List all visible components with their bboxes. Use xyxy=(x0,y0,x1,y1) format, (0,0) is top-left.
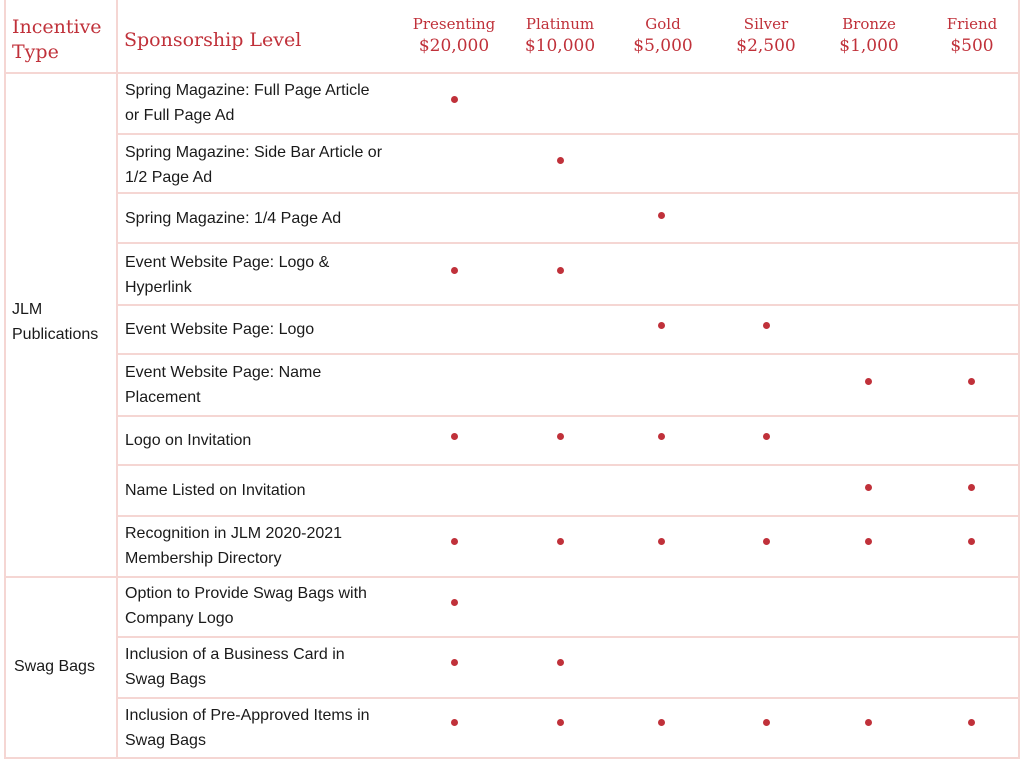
row-label: Spring Magazine: Side Bar Article or 1/2 Page Ad xyxy=(125,144,383,186)
header-incentive-type: Incentive Type xyxy=(12,16,102,63)
row-divider xyxy=(4,757,1020,759)
group-label-jlm-publications: JLM Publications xyxy=(12,301,99,343)
row-label: Option to Provide Swag Bags with Company Logo xyxy=(125,585,367,627)
level-amount: $20,000 xyxy=(418,36,490,56)
row-label: Inclusion of Pre-Approved Items in Swag Bags xyxy=(125,707,370,749)
included-dot-presenting xyxy=(451,267,458,274)
header-level-presenting xyxy=(402,14,506,58)
included-dot-presenting xyxy=(451,659,458,666)
included-dot-presenting xyxy=(451,719,458,726)
level-amount: $5,000 xyxy=(633,36,693,56)
row-divider xyxy=(116,415,1020,417)
row-divider xyxy=(4,576,1020,578)
row-divider xyxy=(116,636,1020,638)
header-level-friend xyxy=(920,14,1024,58)
column-divider xyxy=(116,0,118,759)
included-dot-presenting xyxy=(451,96,458,103)
level-name: Platinum xyxy=(525,15,595,33)
included-dot-silver xyxy=(763,719,770,726)
column-divider xyxy=(4,0,6,759)
row-label: Event Website Page: Logo xyxy=(125,321,315,338)
included-dot-friend xyxy=(968,538,975,545)
included-dot-platinum xyxy=(557,267,564,274)
included-dot-presenting xyxy=(451,433,458,440)
included-dot-friend xyxy=(968,484,975,491)
row-label: Spring Magazine: Full Page Article or Full Page Ad xyxy=(125,82,370,124)
included-dot-platinum xyxy=(557,157,564,164)
included-dot-friend xyxy=(968,719,975,726)
row-divider xyxy=(116,304,1020,306)
included-dot-friend xyxy=(968,378,975,385)
row-label: Inclusion of a Business Card in Swag Bags xyxy=(125,646,345,688)
included-dot-bronze xyxy=(865,484,872,491)
included-dot-bronze xyxy=(865,378,872,385)
group-label-swag-bags: Swag Bags xyxy=(14,658,95,675)
level-name: Bronze xyxy=(842,15,896,33)
included-dot-silver xyxy=(763,433,770,440)
included-dot-platinum xyxy=(557,433,564,440)
included-dot-platinum xyxy=(557,659,564,666)
level-name: Presenting xyxy=(412,15,496,33)
row-divider xyxy=(116,697,1020,699)
level-name: Friend xyxy=(946,15,998,33)
level-amount: $2,500 xyxy=(736,36,796,56)
row-divider xyxy=(4,72,1020,74)
row-divider xyxy=(116,133,1020,135)
row-label: Spring Magazine: 1/4 Page Ad xyxy=(125,210,342,227)
header-level-platinum xyxy=(508,14,612,58)
included-dot-gold xyxy=(658,322,665,329)
row-label: Logo on Invitation xyxy=(125,432,252,449)
row-label: Name Listed on Invitation xyxy=(125,482,306,499)
included-dot-platinum xyxy=(557,719,564,726)
included-dot-gold xyxy=(658,212,665,219)
column-divider xyxy=(1018,0,1020,759)
header-level-gold xyxy=(611,14,715,58)
included-dot-platinum xyxy=(557,538,564,545)
row-label: Recognition in JLM 2020-2021 Membership Directory xyxy=(125,525,343,567)
header-sponsorship-level: Sponsorship Level xyxy=(124,29,302,51)
level-amount: $10,000 xyxy=(524,36,596,56)
row-divider xyxy=(116,464,1020,466)
included-dot-bronze xyxy=(865,538,872,545)
row-divider xyxy=(116,515,1020,517)
header-level-silver xyxy=(714,14,818,58)
included-dot-bronze xyxy=(865,719,872,726)
included-dot-gold xyxy=(658,719,665,726)
level-name: Gold xyxy=(645,15,681,33)
included-dot-presenting xyxy=(451,599,458,606)
included-dot-gold xyxy=(658,433,665,440)
header-level-bronze xyxy=(817,14,921,58)
row-label: Event Website Page: Name Placement xyxy=(125,364,322,406)
level-amount: $500 xyxy=(950,36,994,56)
level-name: Silver xyxy=(743,15,789,33)
row-divider xyxy=(116,353,1020,355)
included-dot-silver xyxy=(763,322,770,329)
level-amount: $1,000 xyxy=(839,36,899,56)
row-label: Event Website Page: Logo & Hyperlink xyxy=(125,254,330,296)
row-divider xyxy=(116,242,1020,244)
included-dot-silver xyxy=(763,538,770,545)
included-dot-gold xyxy=(658,538,665,545)
included-dot-presenting xyxy=(451,538,458,545)
row-divider xyxy=(116,192,1020,194)
